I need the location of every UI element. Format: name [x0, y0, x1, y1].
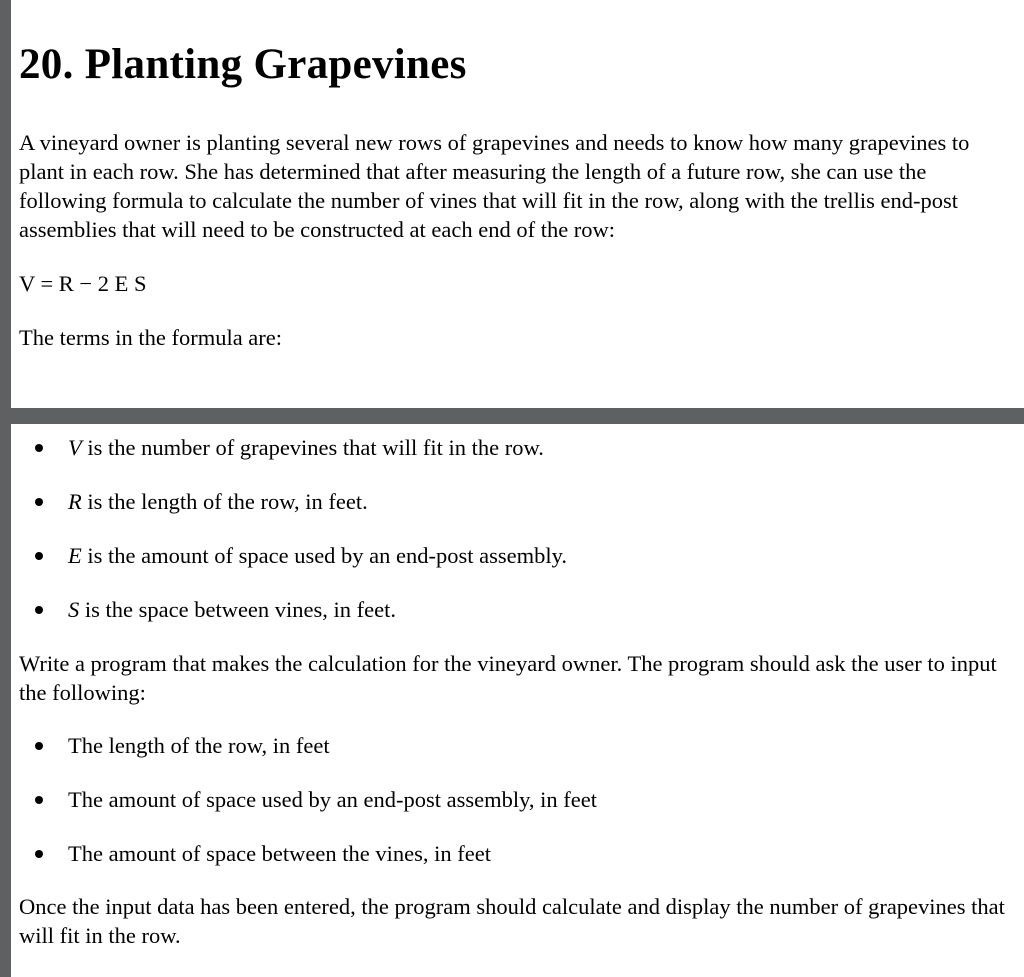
bullet-icon [35, 850, 43, 858]
bullet-icon [35, 498, 43, 506]
list-item [11, 541, 1024, 570]
program-prompt-paragraph: Write a program that makes the calculation for the vineyard owner. The program should ask the user to input the following: [19, 651, 997, 705]
term-description: is the space between vines, in feet. [79, 597, 397, 622]
term-symbol: R [68, 489, 82, 514]
list-item [11, 839, 1024, 868]
term-symbol: E [68, 543, 82, 568]
input-description: The amount of space used by an end-post assembly, in feet [68, 787, 598, 812]
bullet-icon [35, 444, 43, 452]
list-item [11, 433, 1024, 462]
terms-heading: The terms in the formula are: [19, 325, 283, 350]
conclusion-paragraph: Once the input data has been entered, the program should calculate and display the number of grapevines that will fit in the row. [19, 894, 1005, 948]
formula-line: V = R − 2 E S [19, 271, 147, 296]
input-description: The length of the row, in feet [68, 733, 330, 758]
document-page-1 [11, 0, 1024, 408]
page-title: 20. Planting Grapevines [19, 41, 467, 88]
term-symbol: V [68, 435, 82, 460]
term-description: is the number of grapevines that will fit in the row. [81, 435, 544, 460]
input-description: The amount of space between the vines, in feet [68, 841, 491, 866]
bullet-icon [35, 742, 43, 750]
term-symbol: S [68, 597, 80, 622]
list-item [11, 785, 1024, 814]
bullet-icon [35, 796, 43, 804]
term-description: is the amount of space used by an end-post assembly. [81, 543, 568, 568]
bullet-icon [35, 552, 43, 560]
bullet-icon [35, 606, 43, 614]
term-description: is the length of the row, in feet. [81, 489, 368, 514]
list-item [11, 487, 1024, 516]
document-page-2 [11, 424, 1024, 977]
intro-paragraph: A vineyard owner is planting several new rows of grapevines and needs to know how many grapevines to plant in each row. She has determined that after measuring the length of a future row, she can use the following formula to calculate the number of vines that will fit in the row, along with the trellis end-post assemblies that will need to be constructed at each end of the row: [19, 130, 970, 242]
list-item [11, 731, 1024, 760]
list-item [11, 595, 1024, 624]
